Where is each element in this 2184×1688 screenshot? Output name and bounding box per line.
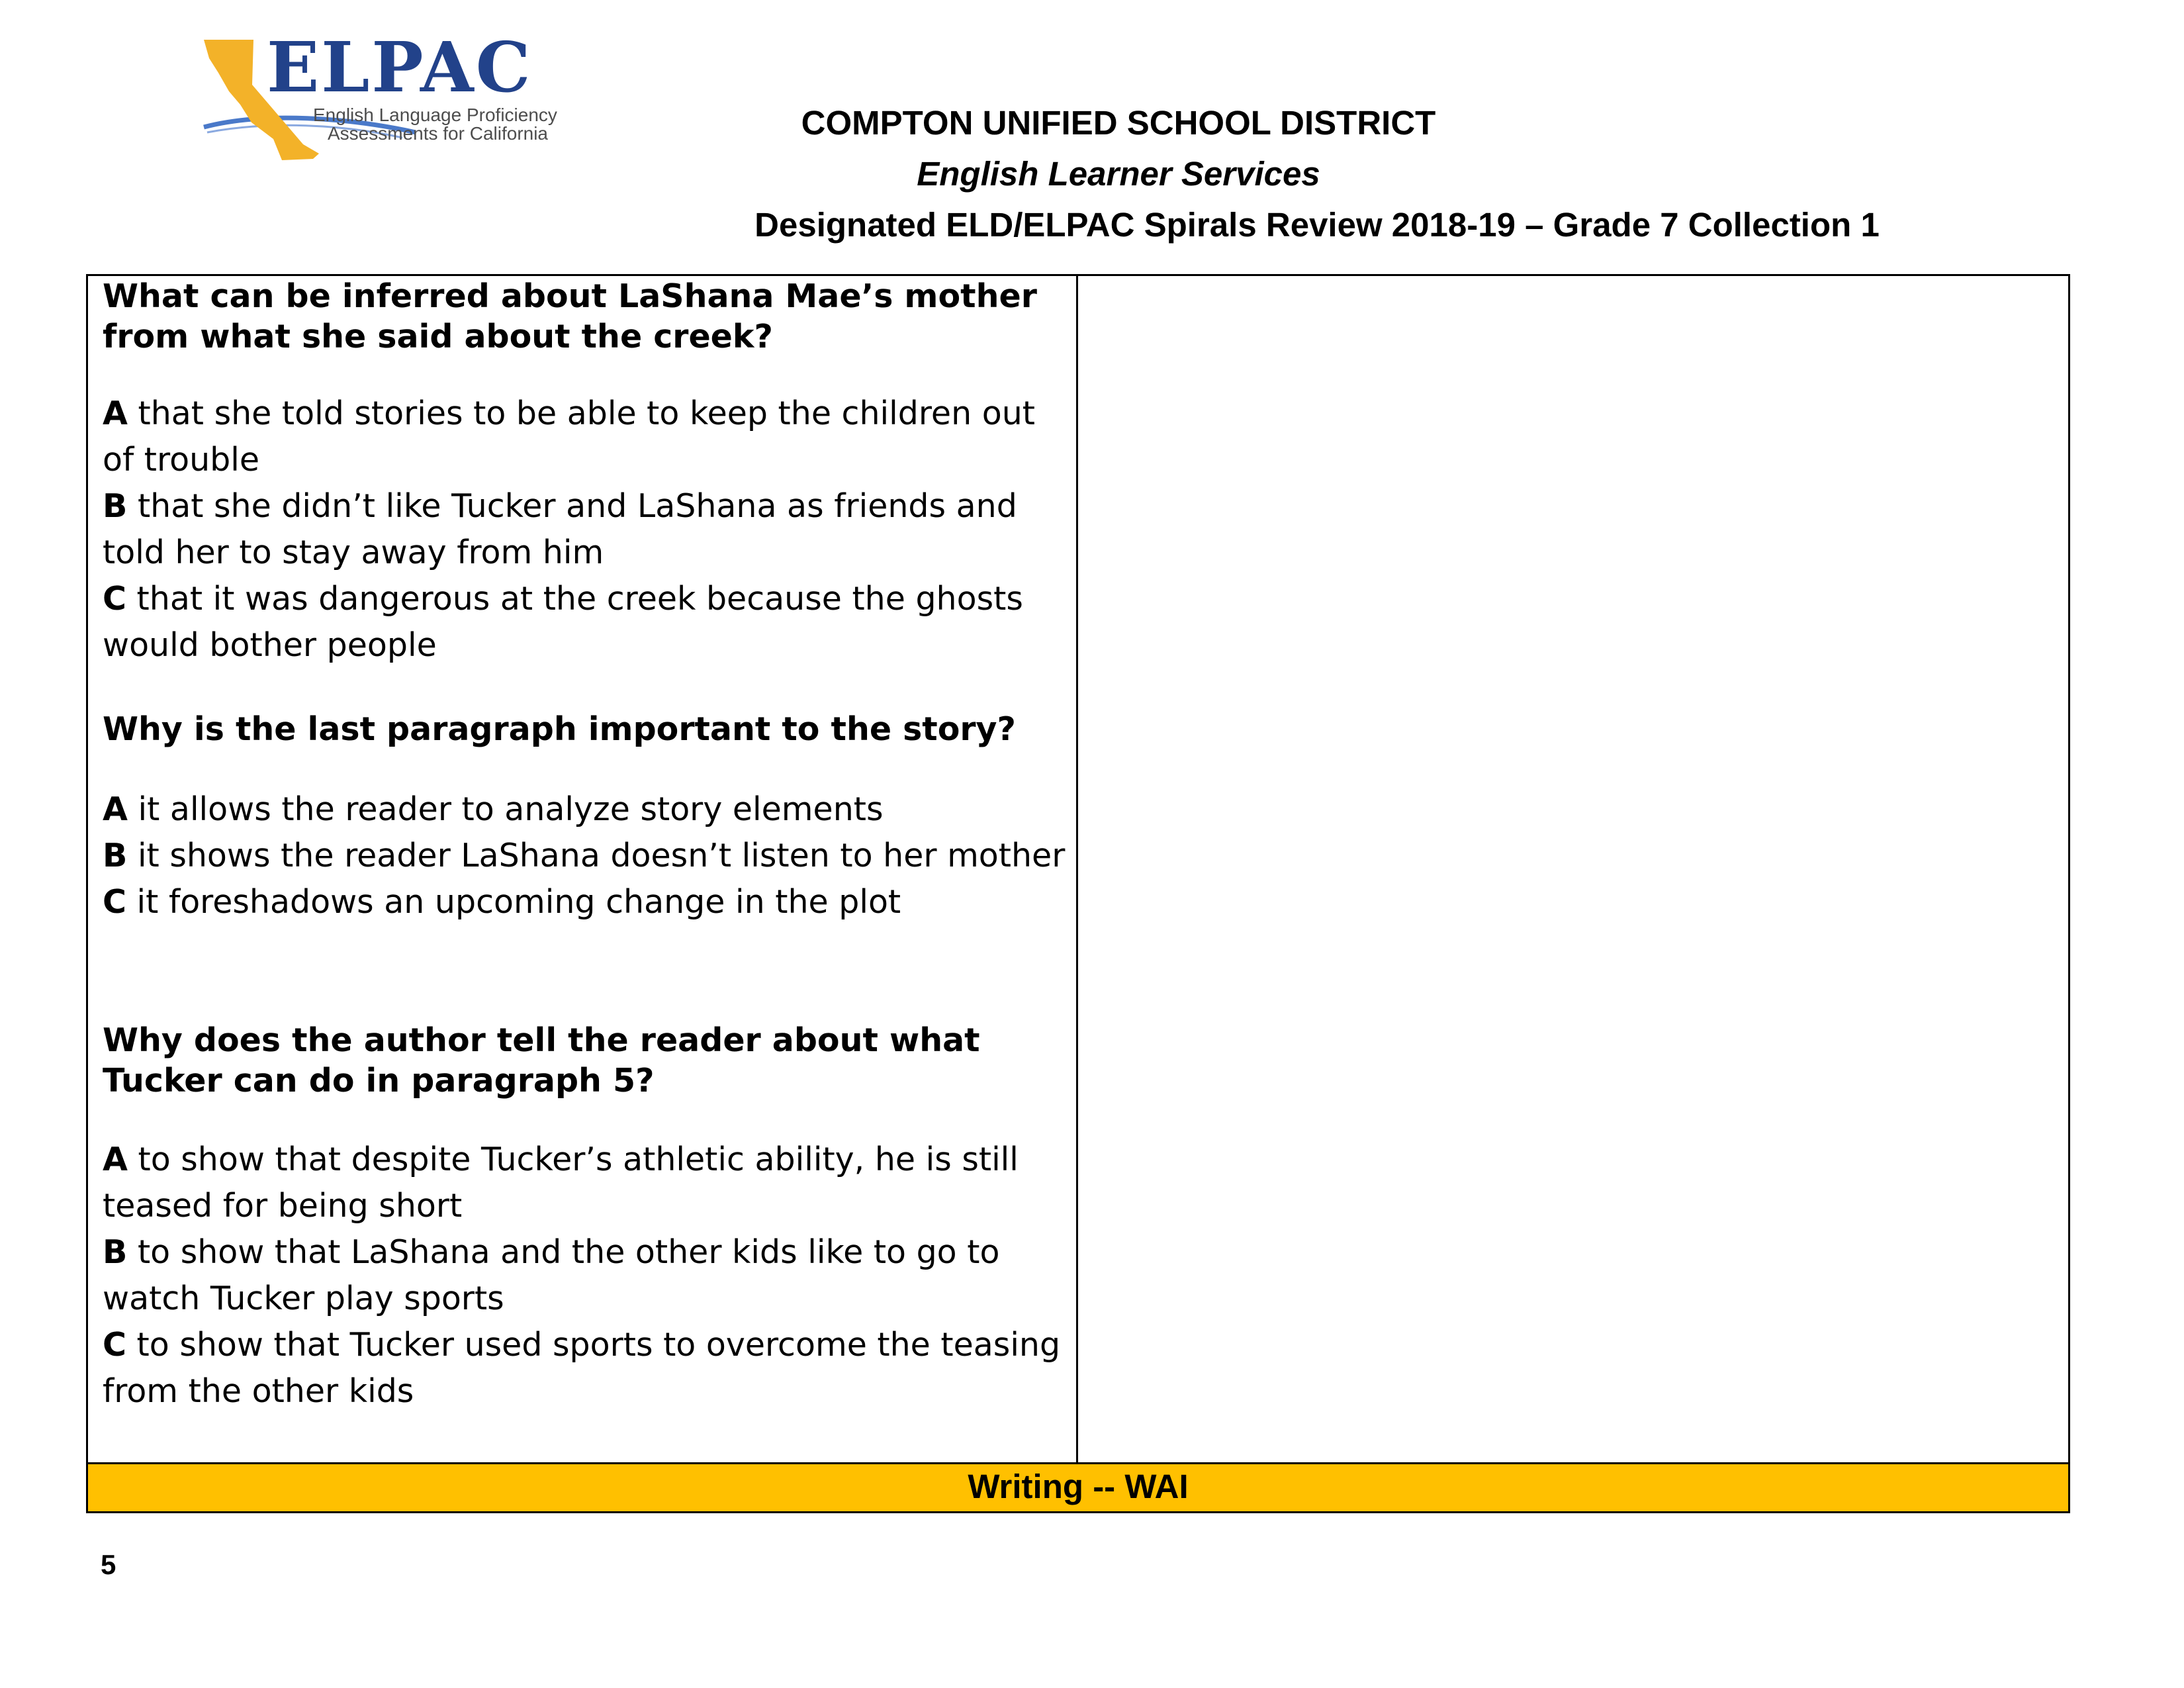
question-table	[86, 274, 2070, 1513]
questions-column	[88, 276, 1078, 1464]
option-c: C that it was dangerous at the creek because the ghosts would bother people	[103, 580, 1023, 664]
question-1-options	[103, 391, 1075, 669]
option-a: A that she told stories to be able to keep the children out of trouble	[103, 395, 1035, 479]
option-c: C it foreshadows an upcoming change in the plot	[103, 883, 901, 921]
option-a: A it allows the reader to analyze story elements	[103, 790, 884, 828]
logo-subtitle-line1: English Language Proficiency	[313, 105, 557, 125]
elpac-logo	[177, 26, 601, 165]
question-2-prompt: Why is the last paragraph important to the story?	[103, 710, 1016, 748]
answer-column	[1078, 276, 2068, 1464]
logo-wordmark: ELPAC	[267, 26, 533, 108]
option-b: B it shows the reader LaShana doesn’t listen to her mother	[103, 837, 1066, 874]
question-3-options	[103, 1137, 1075, 1415]
option-b: B that she didn’t like Tucker and LaShana as friends and told her to stay away from him	[103, 487, 1017, 571]
option-c: C to show that Tucker used sports to overcome the teasing from the other kids	[103, 1326, 1061, 1410]
option-b: B to show that LaShana and the other kids like to go to watch Tucker play sports	[103, 1233, 1000, 1317]
question-2-options	[103, 786, 1075, 925]
option-a: A to show that despite Tucker’s athletic ability, he is still teased for being short	[103, 1141, 1019, 1225]
question-1-prompt: What can be inferred about LaShana Mae’s mother from what she said about the creek?	[103, 277, 1037, 355]
section-bar-writing: Writing -- WAI	[88, 1462, 2068, 1511]
review-title: Designated ELD/ELPAC Spirals Review 2018-19 – Grade 7 Collection 1	[754, 206, 1880, 244]
services-title: English Learner Services	[917, 155, 1320, 193]
question-3-prompt: Why does the author tell the reader about what Tucker can do in paragraph 5?	[103, 1021, 980, 1100]
page-number: 5	[101, 1549, 116, 1580]
logo-subtitle-line2: Assessments for California	[328, 123, 549, 144]
district-title: COMPTON UNIFIED SCHOOL DISTRICT	[801, 104, 1436, 142]
